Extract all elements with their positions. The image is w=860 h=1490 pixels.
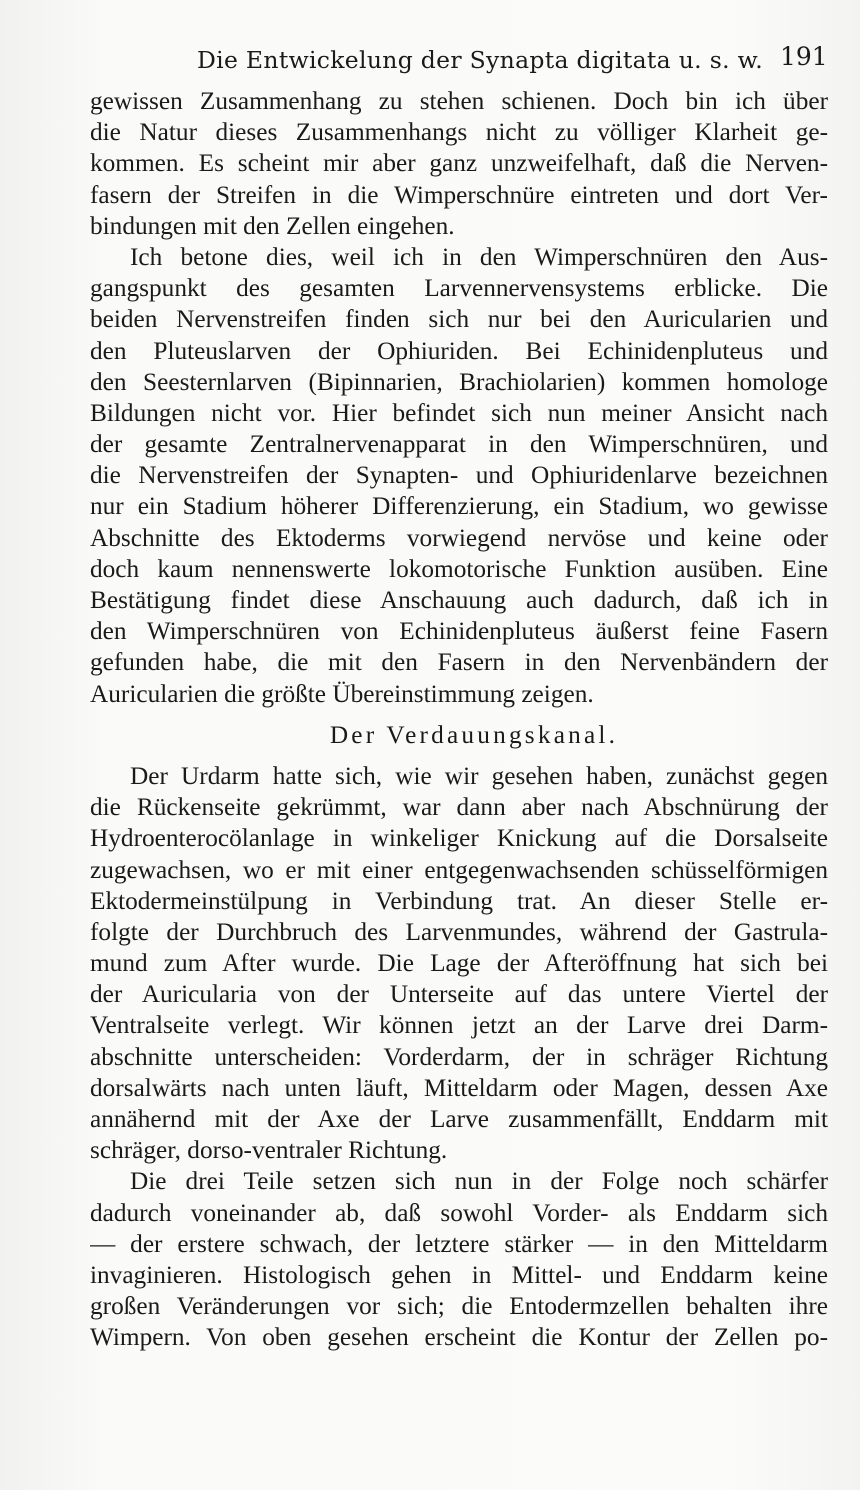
text-line: der Auricularia von der Unterseite auf das untere Viertel der [90, 980, 828, 1009]
paragraph-3 [90, 761, 828, 1166]
text-line: doch kaum nennenswerte lokomotorische Funktion ausüben. Eine [90, 554, 828, 583]
text-line: der gesamte Zentralnervenapparat in den Wimperschnüren, und [90, 430, 828, 459]
text-line: die Nervenstreifen der Synapten- und Ophiuridenlarve bezeichnen [90, 461, 828, 490]
text-line: gangspunkt des gesamten Larvennervensystems erblicke. Die [90, 274, 828, 303]
text-line: kommen. Es scheint mir aber ganz unzweifelhaft, daß die Nerven- [90, 149, 828, 178]
text-line: invaginieren. Histologisch gehen in Mittel- und Enddarm keine [90, 1260, 828, 1289]
text-line: die Natur dieses Zusammenhangs nicht zu völliger Klarheit ge- [90, 118, 828, 147]
text-line: fasern der Streifen in die Wimperschnüre eintreten und dort Ver- [90, 180, 828, 209]
text-line: gefunden habe, die mit den Fasern in den Nervenbändern der [90, 648, 828, 677]
text-line: Hydroenterocölanlage in winkeliger Knickung auf die Dorsalseite [90, 824, 828, 853]
text-line: abschnitte unterscheiden: Vorderdarm, der in schräger Richtung [90, 1042, 828, 1071]
text-line: nur ein Stadium höherer Differenzierung, ein Stadium, wo gewisse [90, 492, 828, 521]
text-line: zugewachsen, wo er mit einer entgegenwachsenden schüsselförmigen [90, 855, 828, 884]
text-line: Abschnitte des Ektoderms vorwiegend nervöse und keine oder [90, 523, 828, 552]
paragraph-4 [90, 1166, 828, 1353]
text-line: Ventralseite verlegt. Wir können jetzt an der Larve drei Darm- [90, 1011, 828, 1040]
text-line: beiden Nervenstreifen finden sich nur bei den Auricularien und [90, 305, 828, 334]
section-heading: Der Verdauungskanal. [329, 720, 619, 749]
page-number: 191 [780, 42, 828, 71]
page-header [0, 42, 860, 82]
text-line: Ektodermeinstülpung in Verbindung trat. An dieser Stelle er- [90, 886, 828, 915]
text-line: Der Urdarm hatte sich, wie wir gesehen haben, zunächst gegen [130, 761, 828, 790]
running-title: Die Entwickelung der Synapta digitata u. s. w. [197, 46, 764, 74]
text-line: den Pluteuslarven der Ophiuriden. Bei Echinidenpluteus und [90, 336, 828, 365]
text-line: annähernd mit der Axe der Larve zusammenfällt, Enddarm mit [90, 1105, 828, 1133]
text-line: Wimpern. Von oben gesehen erscheint die Kontur der Zellen po- [90, 1323, 828, 1352]
text-line: bindungen mit den Zellen eingehen. [90, 211, 455, 240]
text-line: Auricularien die größte Übereinstimmung zeigen. [90, 679, 594, 708]
text-line: den Wimperschnüren von Echinidenpluteus äußerst feine Fasern [90, 617, 828, 646]
text-line: großen Veränderungen vor sich; die Entodermzellen behalten ihre [90, 1292, 828, 1321]
text-line: Bestätigung findet diese Anschauung auch dadurch, daß ich in [90, 586, 828, 614]
text-line: schräger, dorso-ventraler Richtung. [90, 1136, 448, 1165]
body-text [90, 86, 828, 1354]
text-line: folgte der Durchbruch des Larvenmundes, während der Gastrula- [90, 917, 828, 946]
text-line: — der erstere schwach, der letztere stärker — in den Mitteldarm [90, 1229, 828, 1258]
text-line: den Seesternlarven (Bipinnarien, Brachiolarien) kommen homologe [90, 367, 828, 396]
paragraph-1 [90, 86, 828, 242]
text-line: Die drei Teile setzen sich nun in der Folge noch schärfer [130, 1167, 828, 1196]
text-line: mund zum After wurde. Die Lage der Afteröffnung hat sich bei [90, 949, 828, 978]
text-line: Bildungen nicht vor. Hier befindet sich nun meiner Ansicht nach [90, 398, 828, 427]
text-line: Ich betone dies, weil ich in den Wimperschnüren den Aus- [130, 242, 828, 271]
text-line: die Rückenseite gekrümmt, war dann aber nach Abschnürung der [90, 793, 828, 822]
paragraph-2 [90, 242, 828, 710]
text-line: gewissen Zusammenhang zu stehen schienen. Doch bin ich über [90, 87, 828, 115]
text-line: dorsalwärts nach unten läuft, Mitteldarm oder Magen, dessen Axe [90, 1073, 828, 1102]
text-line: dadurch voneinander ab, daß sowohl Vorder- als Enddarm sich [90, 1198, 828, 1227]
